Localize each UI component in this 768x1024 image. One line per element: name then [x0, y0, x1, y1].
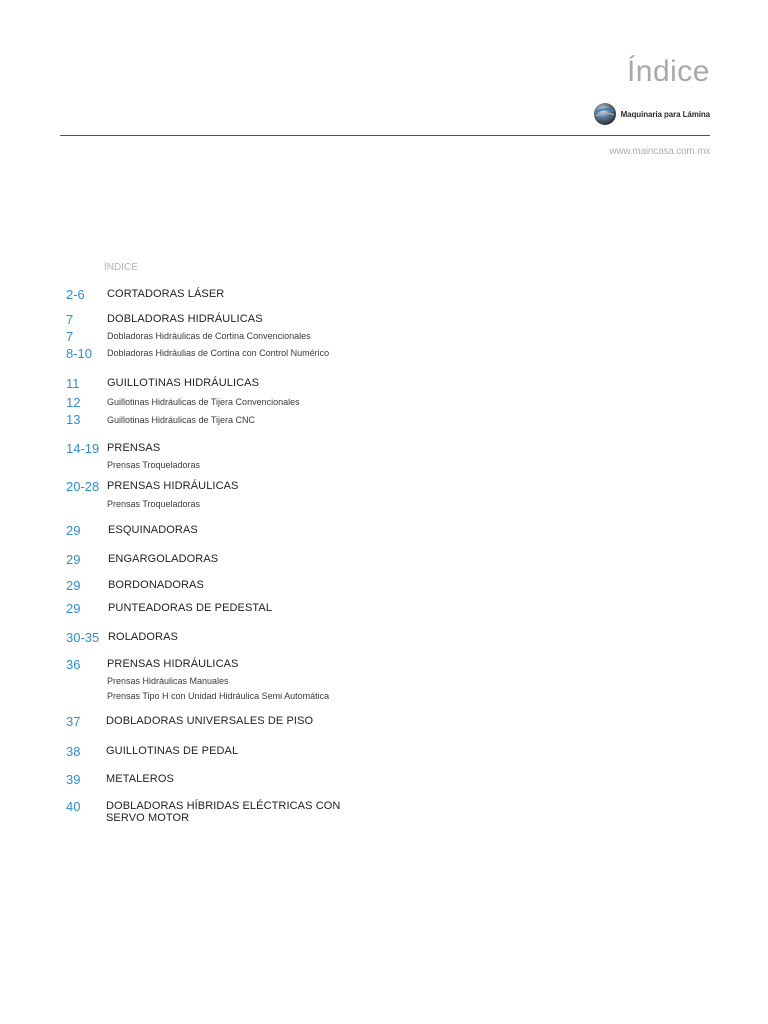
toc-entry-title: BORDONADORAS	[108, 579, 204, 591]
toc-entry-page-number: 29	[66, 523, 81, 538]
brand-logo-block	[593, 102, 710, 126]
toc-entry-title: DOBLADORAS HÍBRIDAS ELÉCTRICAS CON SERVO MOTOR	[106, 800, 341, 824]
toc-heading: ÍNDICE	[104, 262, 138, 273]
page-title: Índice	[626, 55, 710, 88]
toc-entry-title: ROLADORAS	[108, 631, 178, 643]
toc-entry-title: ENGARGOLADORAS	[108, 553, 219, 565]
toc-entry-page-number: 29	[66, 601, 81, 616]
toc-entry-title: PUNTEADORAS DE PEDESTAL	[108, 602, 273, 614]
toc-entry-title: PRENSAS HIDRÁULICAS	[107, 480, 239, 492]
toc-entry-title: DOBLADORAS HIDRÁULICAS	[107, 313, 263, 325]
toc-entry-title: CORTADORAS LÁSER	[107, 288, 225, 300]
toc-entry-page-number: 20-28	[66, 479, 100, 494]
toc-entry-title: PRENSAS	[107, 442, 161, 454]
toc-sub-page-number: 8-10	[66, 346, 93, 361]
toc-entry-page-number: 7	[66, 312, 74, 327]
toc-entry-page-number: 11	[66, 376, 80, 391]
brand-name: Maquinaria para Lámina	[620, 109, 710, 119]
toc-sub-title: Prensas Troqueladoras	[107, 460, 201, 470]
toc-entry-title: METALEROS	[106, 773, 174, 785]
toc-sub-title: Guillotinas Hidráulicas de Tijera CNC	[107, 415, 256, 425]
toc-sub-title: Dobladoras Hidráulicas de Cortina Convencionales	[107, 331, 311, 341]
toc-sub-page-number: 12	[66, 395, 81, 410]
toc-entry-page-number: 40	[66, 799, 81, 814]
toc-entry-page-number: 30-35	[66, 630, 100, 645]
toc-entry-title: GUILLOTINAS HIDRÁULICAS	[107, 377, 260, 389]
toc-entry-page-number: 29	[66, 552, 81, 567]
toc-entry-title: PRENSAS HIDRÁULICAS	[107, 658, 239, 670]
toc-sub-page-number: 7	[66, 329, 74, 344]
toc-entry-page-number: 39	[66, 772, 81, 787]
toc-sub-page-number: 13	[66, 412, 81, 427]
toc-sub-title: Dobladoras Hidráulias de Cortina con Control Numérico	[107, 348, 330, 358]
brand-globe-icon	[593, 102, 617, 126]
toc-entry-title: DOBLADORAS UNIVERSALES DE PISO	[106, 715, 314, 727]
toc-entry-page-number: 2-6	[66, 287, 85, 302]
toc-sub-title: Prensas Troqueladoras	[107, 499, 201, 509]
toc-entry-title: GUILLOTINAS DE PEDAL	[106, 745, 239, 757]
toc-entry-page-number: 38	[66, 744, 81, 759]
website-link[interactable]: www.maincasa.com.mx	[609, 146, 710, 157]
toc-sub-title: Prensas Tipo H con Unidad Hidráulica Semi Automática	[107, 691, 330, 701]
toc-entry-page-number: 36	[66, 657, 81, 672]
header-divider	[60, 135, 710, 136]
toc-sub-title: Guillotinas Hidráulicas de Tijera Convencionales	[107, 397, 300, 407]
toc-entry-page-number: 37	[66, 714, 81, 729]
toc-entry-page-number: 29	[66, 578, 81, 593]
toc-sub-title: Prensas Hidráulicas Manuales	[107, 676, 229, 686]
toc-entry-page-number: 14-19	[66, 441, 100, 456]
toc-entry-title: ESQUINADORAS	[108, 524, 198, 536]
